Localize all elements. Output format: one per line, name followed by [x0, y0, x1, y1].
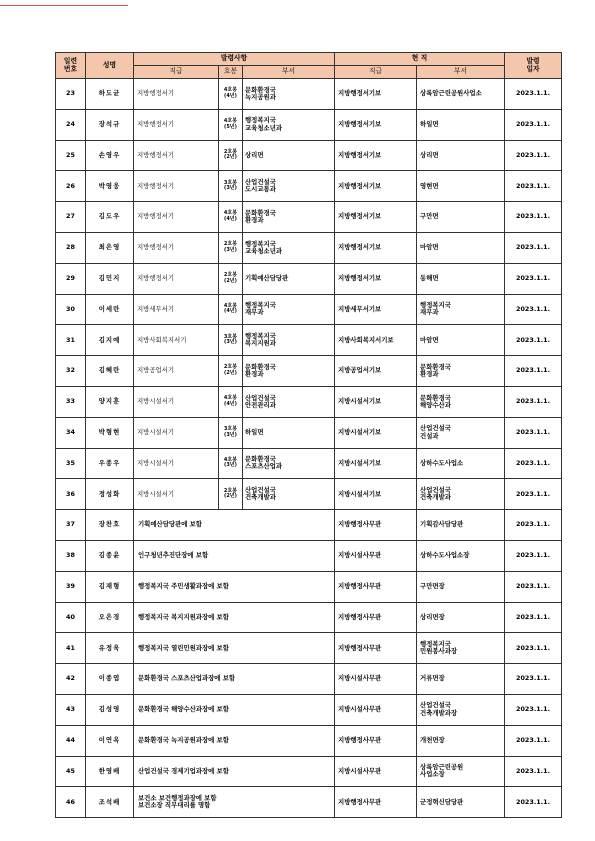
header-current-grade: 직급 [335, 66, 417, 79]
table-row [56, 664, 562, 695]
table-row [56, 202, 562, 233]
serial-number: 43 [56, 694, 86, 725]
serial-number: 37 [56, 510, 86, 541]
appointment-date: 2023.1.1. [505, 356, 562, 387]
current-dept: 동해면 [417, 263, 505, 294]
person-name: 장석규 [86, 109, 134, 140]
header-grade: 직급 [134, 66, 219, 79]
table-row [56, 571, 562, 602]
current-dept: 산업건설국 건축개발과 [417, 479, 505, 510]
current-grade: 지방사회복지서기보 [335, 325, 417, 356]
appointment-grade: 지방행정서기 [134, 232, 219, 263]
current-dept: 상록암근린공원사업소 [417, 79, 505, 110]
appointment-date: 2023.1.1. [505, 232, 562, 263]
table-row [56, 386, 562, 417]
current-dept: 상리면 [417, 140, 505, 171]
table-row [56, 479, 562, 510]
current-dept: 기획감사담당관 [417, 510, 505, 541]
appointment-dept: 문화환경국 환경과 [243, 202, 335, 233]
appointment-date: 2023.1.1. [505, 263, 562, 294]
serial-number: 36 [56, 479, 86, 510]
appointment-step: 2호봉 (2년) [219, 263, 243, 294]
serial-number: 40 [56, 602, 86, 633]
current-grade: 지방행정서기보 [335, 140, 417, 171]
appointment-step: 3호봉 (3년) [219, 325, 243, 356]
current-grade: 지방공업서기보 [335, 356, 417, 387]
current-grade: 지방행정서기보 [335, 109, 417, 140]
table-row [56, 725, 562, 756]
appointment-date: 2023.1.1. [505, 602, 562, 633]
appointment-date: 2023.1.1. [505, 510, 562, 541]
appointment-dept: 문화환경국 환경과 [243, 356, 335, 387]
person-name: 한영배 [86, 756, 134, 787]
current-dept: 상록암근린공원 사업소장 [417, 756, 505, 787]
serial-number: 38 [56, 540, 86, 571]
person-name: 김종윤 [86, 540, 134, 571]
appointment-assignment: 문화환경국 녹지공원과장에 보함 [134, 725, 335, 756]
person-name: 김성영 [86, 694, 134, 725]
appointment-grade: 지방시설서기 [134, 448, 219, 479]
table-row [56, 356, 562, 387]
appointment-date: 2023.1.1. [505, 109, 562, 140]
appointment-dept: 행정복지국 교육청소년과 [243, 109, 335, 140]
appointment-dept: 행정복지국 재무과 [243, 294, 335, 325]
current-grade: 지방행정사무관 [335, 602, 417, 633]
appointment-step: 3호봉 (3년) [219, 171, 243, 202]
appointment-date: 2023.1.1. [505, 756, 562, 787]
table-row [56, 417, 562, 448]
appointment-grade: 지방행정서기 [134, 263, 219, 294]
current-dept: 산업건설국 건설과 [417, 417, 505, 448]
serial-number: 44 [56, 725, 86, 756]
table-row [56, 140, 562, 171]
serial-number: 30 [56, 294, 86, 325]
serial-number: 33 [56, 386, 86, 417]
current-grade: 지방시설서기보 [335, 479, 417, 510]
appointment-dept: 행정복지국 교육청소년과 [243, 232, 335, 263]
current-dept: 행정복지국 재무과 [417, 294, 505, 325]
current-grade: 지방행정서기보 [335, 232, 417, 263]
table-row [56, 109, 562, 140]
appointment-date: 2023.1.1. [505, 202, 562, 233]
serial-number: 32 [56, 356, 86, 387]
person-name: 김도우 [86, 202, 134, 233]
appointment-assignment: 보건소 보건행정과장에 보함 보건소장 직무대리를 명함 [134, 787, 335, 818]
appointment-step: 2호봉 (2년) [219, 479, 243, 510]
appointment-step: 2호봉 (3년) [219, 232, 243, 263]
appointment-date: 2023.1.1. [505, 171, 562, 202]
current-dept: 거류면장 [417, 664, 505, 695]
header-current: 현 직 [335, 53, 505, 66]
current-grade: 지방행정서기보 [335, 202, 417, 233]
serial-number: 24 [56, 109, 86, 140]
person-name: 김혜란 [86, 356, 134, 387]
serial-number: 35 [56, 448, 86, 479]
person-name: 양지훈 [86, 386, 134, 417]
header-date: 발령 일자 [505, 53, 562, 79]
appointment-dept: 산업건설국 건축개발과 [243, 479, 335, 510]
table-row [56, 171, 562, 202]
current-grade: 지방행정사무관 [335, 787, 417, 818]
appointment-assignment: 행정복지국 주민생활과장에 보함 [134, 571, 335, 602]
table-row [56, 294, 562, 325]
appointment-assignment: 산업건설국 경제기업과장에 보함 [134, 756, 335, 787]
appointment-date: 2023.1.1. [505, 79, 562, 110]
appointment-step: 4호봉 (5년) [219, 109, 243, 140]
serial-number: 45 [56, 756, 86, 787]
appointment-dept: 기획예산담당관 [243, 263, 335, 294]
current-dept: 하일면 [417, 109, 505, 140]
table-row [56, 79, 562, 110]
current-grade: 지방행정사무관 [335, 571, 417, 602]
appointment-dept: 행정복지국 복지지원과 [243, 325, 335, 356]
appointment-date: 2023.1.1. [505, 386, 562, 417]
table-row [56, 602, 562, 633]
serial-number: 39 [56, 571, 86, 602]
appointment-date: 2023.1.1. [505, 571, 562, 602]
current-grade: 지방행정사무관 [335, 725, 417, 756]
current-dept: 문화환경국 환경과 [417, 356, 505, 387]
serial-number: 23 [56, 79, 86, 110]
appointment-date: 2023.1.1. [505, 294, 562, 325]
current-grade: 지방행정사무관 [335, 633, 417, 664]
appointment-grade: 지방사회복지서기 [134, 325, 219, 356]
appointment-date: 2023.1.1. [505, 633, 562, 664]
person-name: 조석배 [86, 787, 134, 818]
current-dept: 문화환경국 해양수산과 [417, 386, 505, 417]
current-grade: 지방세무서기보 [335, 294, 417, 325]
person-name: 최은영 [86, 232, 134, 263]
table-row [56, 756, 562, 787]
appointment-step: 4호봉 (4년) [219, 294, 243, 325]
current-grade: 지방시설서기보 [335, 448, 417, 479]
current-dept: 구만면 [417, 202, 505, 233]
serial-number: 41 [56, 633, 86, 664]
table-row [56, 232, 562, 263]
serial-number: 46 [56, 787, 86, 818]
header-no: 일련 번호 [56, 53, 86, 79]
current-grade: 지방행정서기보 [335, 263, 417, 294]
appointment-step: 3호봉 (3년) [219, 417, 243, 448]
person-name: 정성화 [86, 479, 134, 510]
header-rule [0, 5, 128, 6]
appointment-date: 2023.1.1. [505, 448, 562, 479]
appointment-grade: 지방행정서기 [134, 171, 219, 202]
serial-number: 31 [56, 325, 86, 356]
current-grade: 지방시설사무관 [335, 694, 417, 725]
appointment-step: 4호봉 (4년) [219, 202, 243, 233]
appointment-dept: 상리면 [243, 140, 335, 171]
appointment-date: 2023.1.1. [505, 725, 562, 756]
header-step: 호봉 [219, 66, 243, 79]
current-grade: 지방시설사무관 [335, 664, 417, 695]
person-name: 김지예 [86, 325, 134, 356]
person-name: 박영웅 [86, 171, 134, 202]
current-grade: 지방행정서기보 [335, 79, 417, 110]
appointment-assignment: 인구청년추진단장에 보함 [134, 540, 335, 571]
appointment-date: 2023.1.1. [505, 664, 562, 695]
appointment-date: 2023.1.1. [505, 540, 562, 571]
appointment-date: 2023.1.1. [505, 417, 562, 448]
appointment-step: 4호봉 (3년) [219, 448, 243, 479]
current-dept: 마암면 [417, 232, 505, 263]
current-grade: 지방시설서기보 [335, 386, 417, 417]
serial-number: 27 [56, 202, 86, 233]
current-dept: 영현면 [417, 171, 505, 202]
table-row [56, 694, 562, 725]
appointment-assignment: 문화환경국 스포츠산업과장에 보함 [134, 664, 335, 695]
appointment-dept: 산업건설국 도시교통과 [243, 171, 335, 202]
appointment-date: 2023.1.1. [505, 140, 562, 171]
appointment-assignment: 기획예산담당관에 보함 [134, 510, 335, 541]
appointment-grade: 지방행정서기 [134, 140, 219, 171]
table-row [56, 263, 562, 294]
person-name: 이연옥 [86, 725, 134, 756]
header-appointment: 발령사항 [134, 53, 335, 66]
serial-number: 42 [56, 664, 86, 695]
person-name: 오은경 [86, 602, 134, 633]
appointment-assignment: 행정복지국 열린민원과장에 보함 [134, 633, 335, 664]
current-dept: 행정복지국 민원봉사과장 [417, 633, 505, 664]
person-name: 김민지 [86, 263, 134, 294]
header-name: 성명 [86, 53, 134, 79]
current-dept: 구만면장 [417, 571, 505, 602]
person-name: 박형현 [86, 417, 134, 448]
appointment-date: 2023.1.1. [505, 787, 562, 818]
appointment-grade: 지방시설서기 [134, 417, 219, 448]
appointment-grade: 지방세무서기 [134, 294, 219, 325]
person-name: 이종엽 [86, 664, 134, 695]
appointment-grade: 지방행정서기 [134, 109, 219, 140]
appointment-date: 2023.1.1. [505, 479, 562, 510]
current-dept: 상하수도사업소 [417, 448, 505, 479]
person-name: 이세란 [86, 294, 134, 325]
person-name: 손영우 [86, 140, 134, 171]
current-grade: 지방시설사무관 [335, 756, 417, 787]
table-row [56, 510, 562, 541]
current-grade: 지방행정서기보 [335, 171, 417, 202]
appointment-grade: 지방공업서기 [134, 356, 219, 387]
person-name: 우종우 [86, 448, 134, 479]
current-dept: 상리면장 [417, 602, 505, 633]
current-dept: 상하수도사업소장 [417, 540, 505, 571]
appointment-dept: 문화환경국 녹지공원과 [243, 79, 335, 110]
current-grade: 지방시설사무관 [335, 540, 417, 571]
appointment-step: 4호봉 (4년) [219, 386, 243, 417]
person-name: 하도균 [86, 79, 134, 110]
appointment-assignment: 문화환경국 해양수산과장에 보함 [134, 694, 335, 725]
current-dept: 산업건설국 건축개발과장 [417, 694, 505, 725]
serial-number: 29 [56, 263, 86, 294]
appointment-assignment: 행정복지국 복지지원과장에 보함 [134, 602, 335, 633]
table-body [56, 79, 562, 818]
table-row [56, 633, 562, 664]
appointment-step: 2호봉 (2년) [219, 356, 243, 387]
appointment-date: 2023.1.1. [505, 694, 562, 725]
table-row [56, 787, 562, 818]
person-name: 유정욱 [86, 633, 134, 664]
appointment-step: 4호봉 (4년) [219, 79, 243, 110]
person-name: 김재형 [86, 571, 134, 602]
appointment-dept: 하일면 [243, 417, 335, 448]
personnel-table [55, 52, 562, 818]
appointment-dept: 문화환경국 스포츠산업과 [243, 448, 335, 479]
appointment-step: 2호봉 (2년) [219, 140, 243, 171]
appointment-dept: 산업건설국 안전관리과 [243, 386, 335, 417]
appointment-grade: 지방행정서기 [134, 79, 219, 110]
header-dept: 부서 [243, 66, 335, 79]
current-dept: 마암면 [417, 325, 505, 356]
serial-number: 26 [56, 171, 86, 202]
appointment-grade: 지방시설서기 [134, 479, 219, 510]
serial-number: 25 [56, 140, 86, 171]
current-grade: 지방시설서기보 [335, 417, 417, 448]
current-dept: 군정혁신담당관 [417, 787, 505, 818]
serial-number: 28 [56, 232, 86, 263]
table-row [56, 325, 562, 356]
appointment-date: 2023.1.1. [505, 325, 562, 356]
current-grade: 지방행정사무관 [335, 510, 417, 541]
header-current-dept: 부서 [417, 66, 505, 79]
table-row [56, 448, 562, 479]
current-dept: 개천면장 [417, 725, 505, 756]
appointment-grade: 지방행정서기 [134, 202, 219, 233]
person-name: 장찬호 [86, 510, 134, 541]
table-row [56, 540, 562, 571]
appointment-grade: 지방시설서기 [134, 386, 219, 417]
serial-number: 34 [56, 417, 86, 448]
